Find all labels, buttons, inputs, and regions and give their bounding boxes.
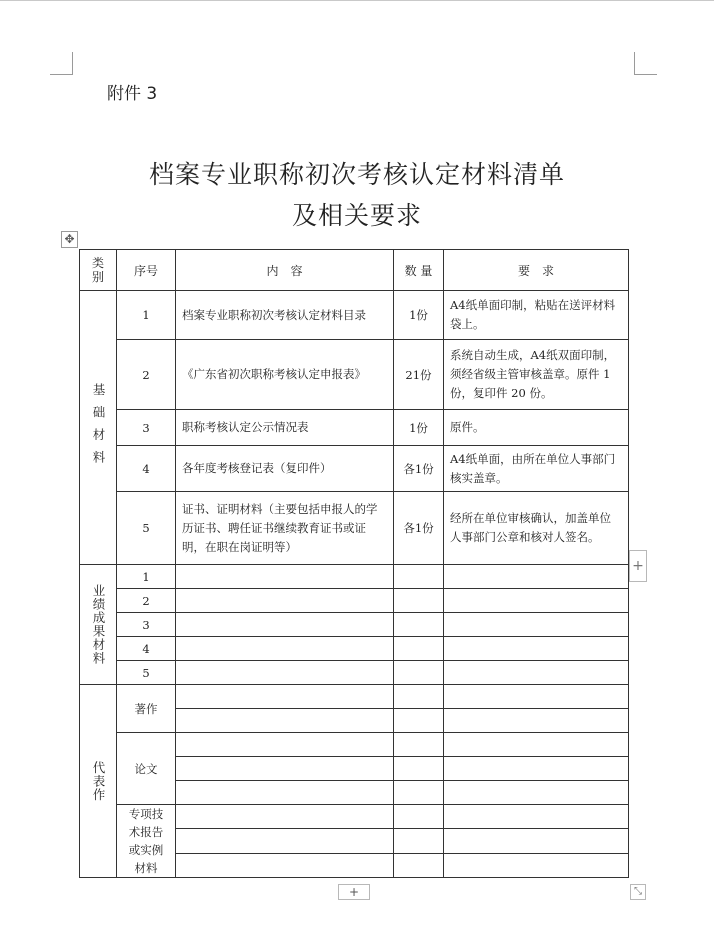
add-column-button[interactable]: + <box>629 550 647 582</box>
empty-cell[interactable] <box>394 805 444 829</box>
empty-cell[interactable] <box>394 661 444 685</box>
empty-cell[interactable] <box>444 829 629 853</box>
empty-cell[interactable] <box>176 637 394 661</box>
table-row <box>80 291 629 340</box>
table-row <box>80 410 629 446</box>
header-index: 序号 <box>117 250 176 291</box>
document-title-line2: 及相关要求 <box>291 201 422 230</box>
row-content: 职称考核认定公示情况表 <box>176 410 394 446</box>
category-performance <box>80 565 117 685</box>
row-index: 1 <box>117 291 176 340</box>
empty-cell[interactable] <box>444 637 629 661</box>
row-content: 档案专业职称初次考核认定材料目录 <box>176 291 394 340</box>
empty-cell[interactable] <box>394 829 444 853</box>
row-quantity: 21份 <box>394 340 444 410</box>
table-resize-icon[interactable]: ⤡ <box>630 884 646 900</box>
table-row <box>80 446 629 492</box>
empty-cell[interactable] <box>394 685 444 709</box>
empty-cell[interactable] <box>176 781 394 805</box>
empty-cell[interactable] <box>176 805 394 829</box>
page-top-edge <box>0 0 714 1</box>
table-row <box>80 661 629 685</box>
empty-cell[interactable] <box>176 565 394 589</box>
table-row <box>80 589 629 613</box>
row-quantity: 各1份 <box>394 492 444 565</box>
empty-cell[interactable] <box>444 757 629 781</box>
row-quantity: 1份 <box>394 410 444 446</box>
empty-cell[interactable] <box>176 589 394 613</box>
empty-cell[interactable] <box>176 733 394 757</box>
row-content: 《广东省初次职称考核认定申报表》 <box>176 340 394 410</box>
category-basic <box>80 291 117 565</box>
row-requirement: A4纸单面，由所在单位人事部门核实盖章。 <box>444 446 629 492</box>
row-requirement: 经所在单位审核确认，加盖单位人事部门公章和核对人签名。 <box>444 492 629 565</box>
row-requirement: A4纸单面印制，粘贴在送评材料袋上。 <box>444 291 629 340</box>
header-category-text: 类 <box>91 256 104 270</box>
empty-cell[interactable] <box>444 661 629 685</box>
empty-cell[interactable] <box>394 757 444 781</box>
row-index: 5 <box>117 661 176 685</box>
empty-cell[interactable] <box>394 709 444 733</box>
category-basic-label: 基础材料 <box>91 382 106 473</box>
table-row <box>80 340 629 410</box>
row-index: 1 <box>117 565 176 589</box>
row-index: 4 <box>117 446 176 492</box>
header-category <box>80 250 117 291</box>
empty-cell[interactable] <box>444 853 629 877</box>
empty-cell[interactable] <box>176 613 394 637</box>
document-title-line1: 档案专业职称初次考核认定材料清单 <box>148 160 565 189</box>
row-quantity: 1份 <box>394 291 444 340</box>
row-content: 证书、证明材料（主要包括申报人的学历证书、聘任证书继续教育证书或证明，在职在岗证明等） <box>176 492 394 565</box>
table-row <box>80 685 629 709</box>
row-index: 3 <box>117 410 176 446</box>
row-index: 2 <box>117 340 176 410</box>
header-requirement: 要 求 <box>444 250 629 291</box>
category-representative <box>80 685 117 878</box>
empty-cell[interactable] <box>176 757 394 781</box>
empty-cell[interactable] <box>444 685 629 709</box>
empty-cell[interactable] <box>394 637 444 661</box>
empty-cell[interactable] <box>444 733 629 757</box>
empty-cell[interactable] <box>444 565 629 589</box>
row-requirement: 原件。 <box>444 410 629 446</box>
empty-cell[interactable] <box>176 829 394 853</box>
table-row <box>80 805 629 829</box>
table-row <box>80 565 629 589</box>
row-index: 5 <box>117 492 176 565</box>
empty-cell[interactable] <box>444 613 629 637</box>
category-representative-label: 代表作 <box>91 760 106 802</box>
empty-cell[interactable] <box>176 709 394 733</box>
table-row <box>80 733 629 757</box>
add-row-button[interactable]: + <box>338 884 370 900</box>
row-index: 2 <box>117 589 176 613</box>
empty-cell[interactable] <box>176 661 394 685</box>
table-row <box>80 613 629 637</box>
empty-cell[interactable] <box>444 709 629 733</box>
group-label: 著作 <box>117 685 176 733</box>
row-quantity: 各1份 <box>394 446 444 492</box>
margin-corner-top-left <box>50 52 73 75</box>
row-index: 4 <box>117 637 176 661</box>
header-category-text-2: 别 <box>91 270 104 284</box>
empty-cell[interactable] <box>444 805 629 829</box>
materials-table <box>79 249 629 878</box>
category-performance-label: 业绩成果材料 <box>91 584 106 665</box>
empty-cell[interactable] <box>176 853 394 877</box>
empty-cell[interactable] <box>394 613 444 637</box>
group-label: 论文 <box>117 733 176 805</box>
table-row <box>80 492 629 565</box>
row-requirement: 系统自动生成，A4纸双面印制，须经省级主管审核盖章。原件 1份，复印件 20 份。 <box>444 340 629 410</box>
empty-cell[interactable] <box>444 589 629 613</box>
table-row <box>80 637 629 661</box>
row-content: 各年度考核登记表（复印件） <box>176 446 394 492</box>
group-label: 专项技术报告或实例材料 <box>117 805 176 878</box>
empty-cell[interactable] <box>394 589 444 613</box>
empty-cell[interactable] <box>394 733 444 757</box>
empty-cell[interactable] <box>394 565 444 589</box>
row-index: 3 <box>117 613 176 637</box>
empty-cell[interactable] <box>394 781 444 805</box>
empty-cell[interactable] <box>394 853 444 877</box>
empty-cell[interactable] <box>176 685 394 709</box>
margin-corner-top-right <box>634 52 657 75</box>
table-move-handle-icon[interactable]: ✥ <box>61 231 78 248</box>
attachment-label: 附件 3 <box>107 84 158 104</box>
header-quantity: 数 量 <box>394 250 444 291</box>
header-content: 内 容 <box>176 250 394 291</box>
table-header-row <box>80 250 629 291</box>
empty-cell[interactable] <box>444 781 629 805</box>
